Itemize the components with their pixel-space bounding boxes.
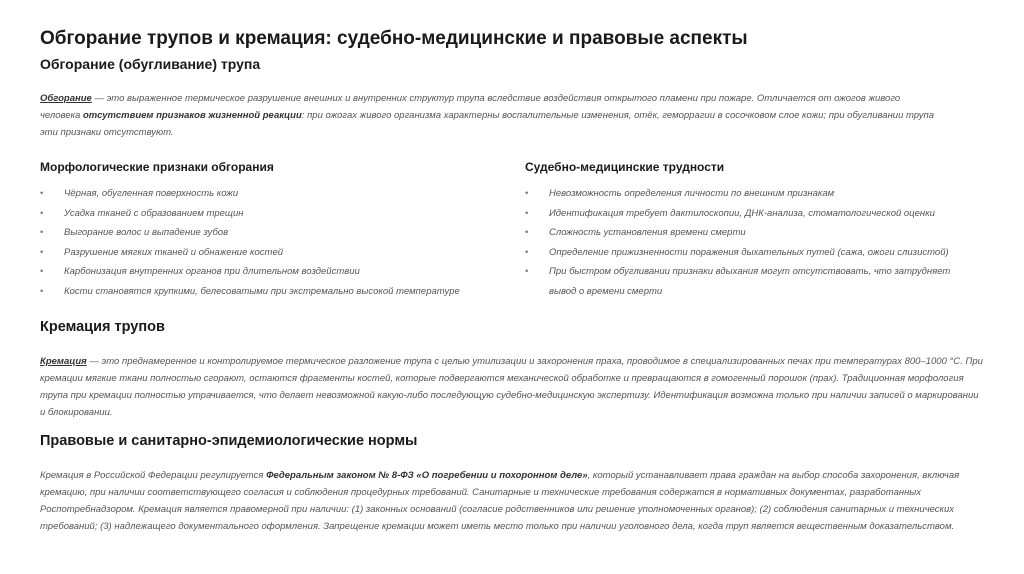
intro-paragraph <box>40 90 940 141</box>
page-title: Обгорание трупов и кремация: судебно-медицинские и правовые аспекты <box>40 28 748 49</box>
difficulties-list <box>525 184 965 301</box>
morphology-heading: Морфологические признаки обгорания <box>40 160 274 174</box>
cremation-text: — это преднамеренное и контролируемое термическое разложение трупа с целью утилизации и захоронения праха, проводимое в специализированных печах при температурах 800–1000 °С. При кремации мягкие ткани полностью сгорают, остаются фрагменты костей, которые подвергаются механической обработке и превращаются в гомогенный порошок (прах). Традиционная морфология трупа при кремации полностью утрачивается, что делает невозможной какую-либо последующую судебно-медицинскую экспертизу. Идентификация возможна только при наличии записей о маркировании и блокировании. <box>40 356 983 418</box>
list-item: • Невозможность определения личности по внешним признакам <box>525 184 965 204</box>
morphology-list <box>40 184 500 301</box>
intro-text-1: — это выраженное термическое разрушение внешних и внутренних структур трупа вследствие воздействия открытого пламени при пожаре. Отличается от ожогов живого человека <box>40 93 901 121</box>
list-item: • Идентификация требует дактилоскопии, ДНК-анализа, стоматологической оценки <box>525 204 965 224</box>
bullet-icon: • <box>525 246 529 258</box>
list-item: • Усадка тканей с образованием трещин <box>40 204 500 224</box>
bullet-icon: • <box>525 207 529 219</box>
bullet-icon: • <box>525 227 529 238</box>
intro-text-2: : при ожогах живого организма характерны воспалительные изменения, отёк, геморрагии в сосочковом слое кожи; при обугливании трупа эти признаки отсутствуют. <box>40 110 935 138</box>
intro-term: Обгорание <box>40 93 92 104</box>
legal-heading: Правовые и санитарно-эпидемиологические нормы <box>40 433 418 449</box>
bullet-icon: • <box>40 285 44 297</box>
bullet-icon: • <box>40 227 44 238</box>
cremation-term: Кремация <box>40 356 87 367</box>
intro-bold: отсутствием признаков жизненной реакции <box>82 110 302 121</box>
legal-law-name: Федеральным законом № 8-ФЗ «О погребении и похоронном деле» <box>266 470 588 481</box>
bullet-icon: • <box>525 266 529 277</box>
list-item: • Кости становятся хрупкими, белесоватыми при экстремально высокой температуре <box>40 282 500 302</box>
legal-text-1: Кремация в Российской Федерации регулируется <box>40 470 267 481</box>
bullet-icon: • <box>40 246 44 258</box>
legal-text-2: , который устанавливает права граждан на выбор способа захоронения, включая кремацию, при наличии соответствующего согласия и соблюдения процедурных требований. Санитарные и технические требования содержатся в нормативных документах, разработанных Роспотребнадзором. Кремация является правомерной при наличии: (1) законных оснований (согласие родственников или решение уполномоченных органов); (2) соблюдения санитарных и технических требований; (3) надлежащего документального оформления. Запрещение кремации может иметь место только при наличии уголовного дела, когда труп является вещественным доказательством. <box>40 470 960 532</box>
bullet-icon: • <box>525 188 529 199</box>
section-subtitle: Обгорание (обугливание) трупа <box>40 56 261 72</box>
difficulties-heading: Судебно-медицинские трудности <box>525 160 725 174</box>
list-item: • Выгорание волос и выпадение зубов <box>40 223 500 243</box>
list-item: • Определение прижизненности поражения дыхательных путей (сажа, ожоги слизистой) <box>525 243 965 263</box>
bullet-icon: • <box>40 207 44 219</box>
bullet-icon: • <box>40 266 44 277</box>
list-item: • Чёрная, обугленная поверхность кожи <box>40 184 500 204</box>
bullet-icon: • <box>40 188 44 199</box>
list-item: • При быстром обугливании признаки вдыхания могут отсутствовать, что затрудняет вывод о времени смерти <box>525 262 965 301</box>
list-item: • Сложность установления времени смерти <box>525 223 965 243</box>
list-item: • Разрушение мягких тканей и обнажение костей <box>40 243 500 263</box>
cremation-paragraph <box>40 353 985 421</box>
legal-paragraph <box>40 467 985 535</box>
cremation-heading: Кремация трупов <box>40 319 165 335</box>
list-item: • Карбонизация внутренних органов при длительном воздействии <box>40 262 500 282</box>
